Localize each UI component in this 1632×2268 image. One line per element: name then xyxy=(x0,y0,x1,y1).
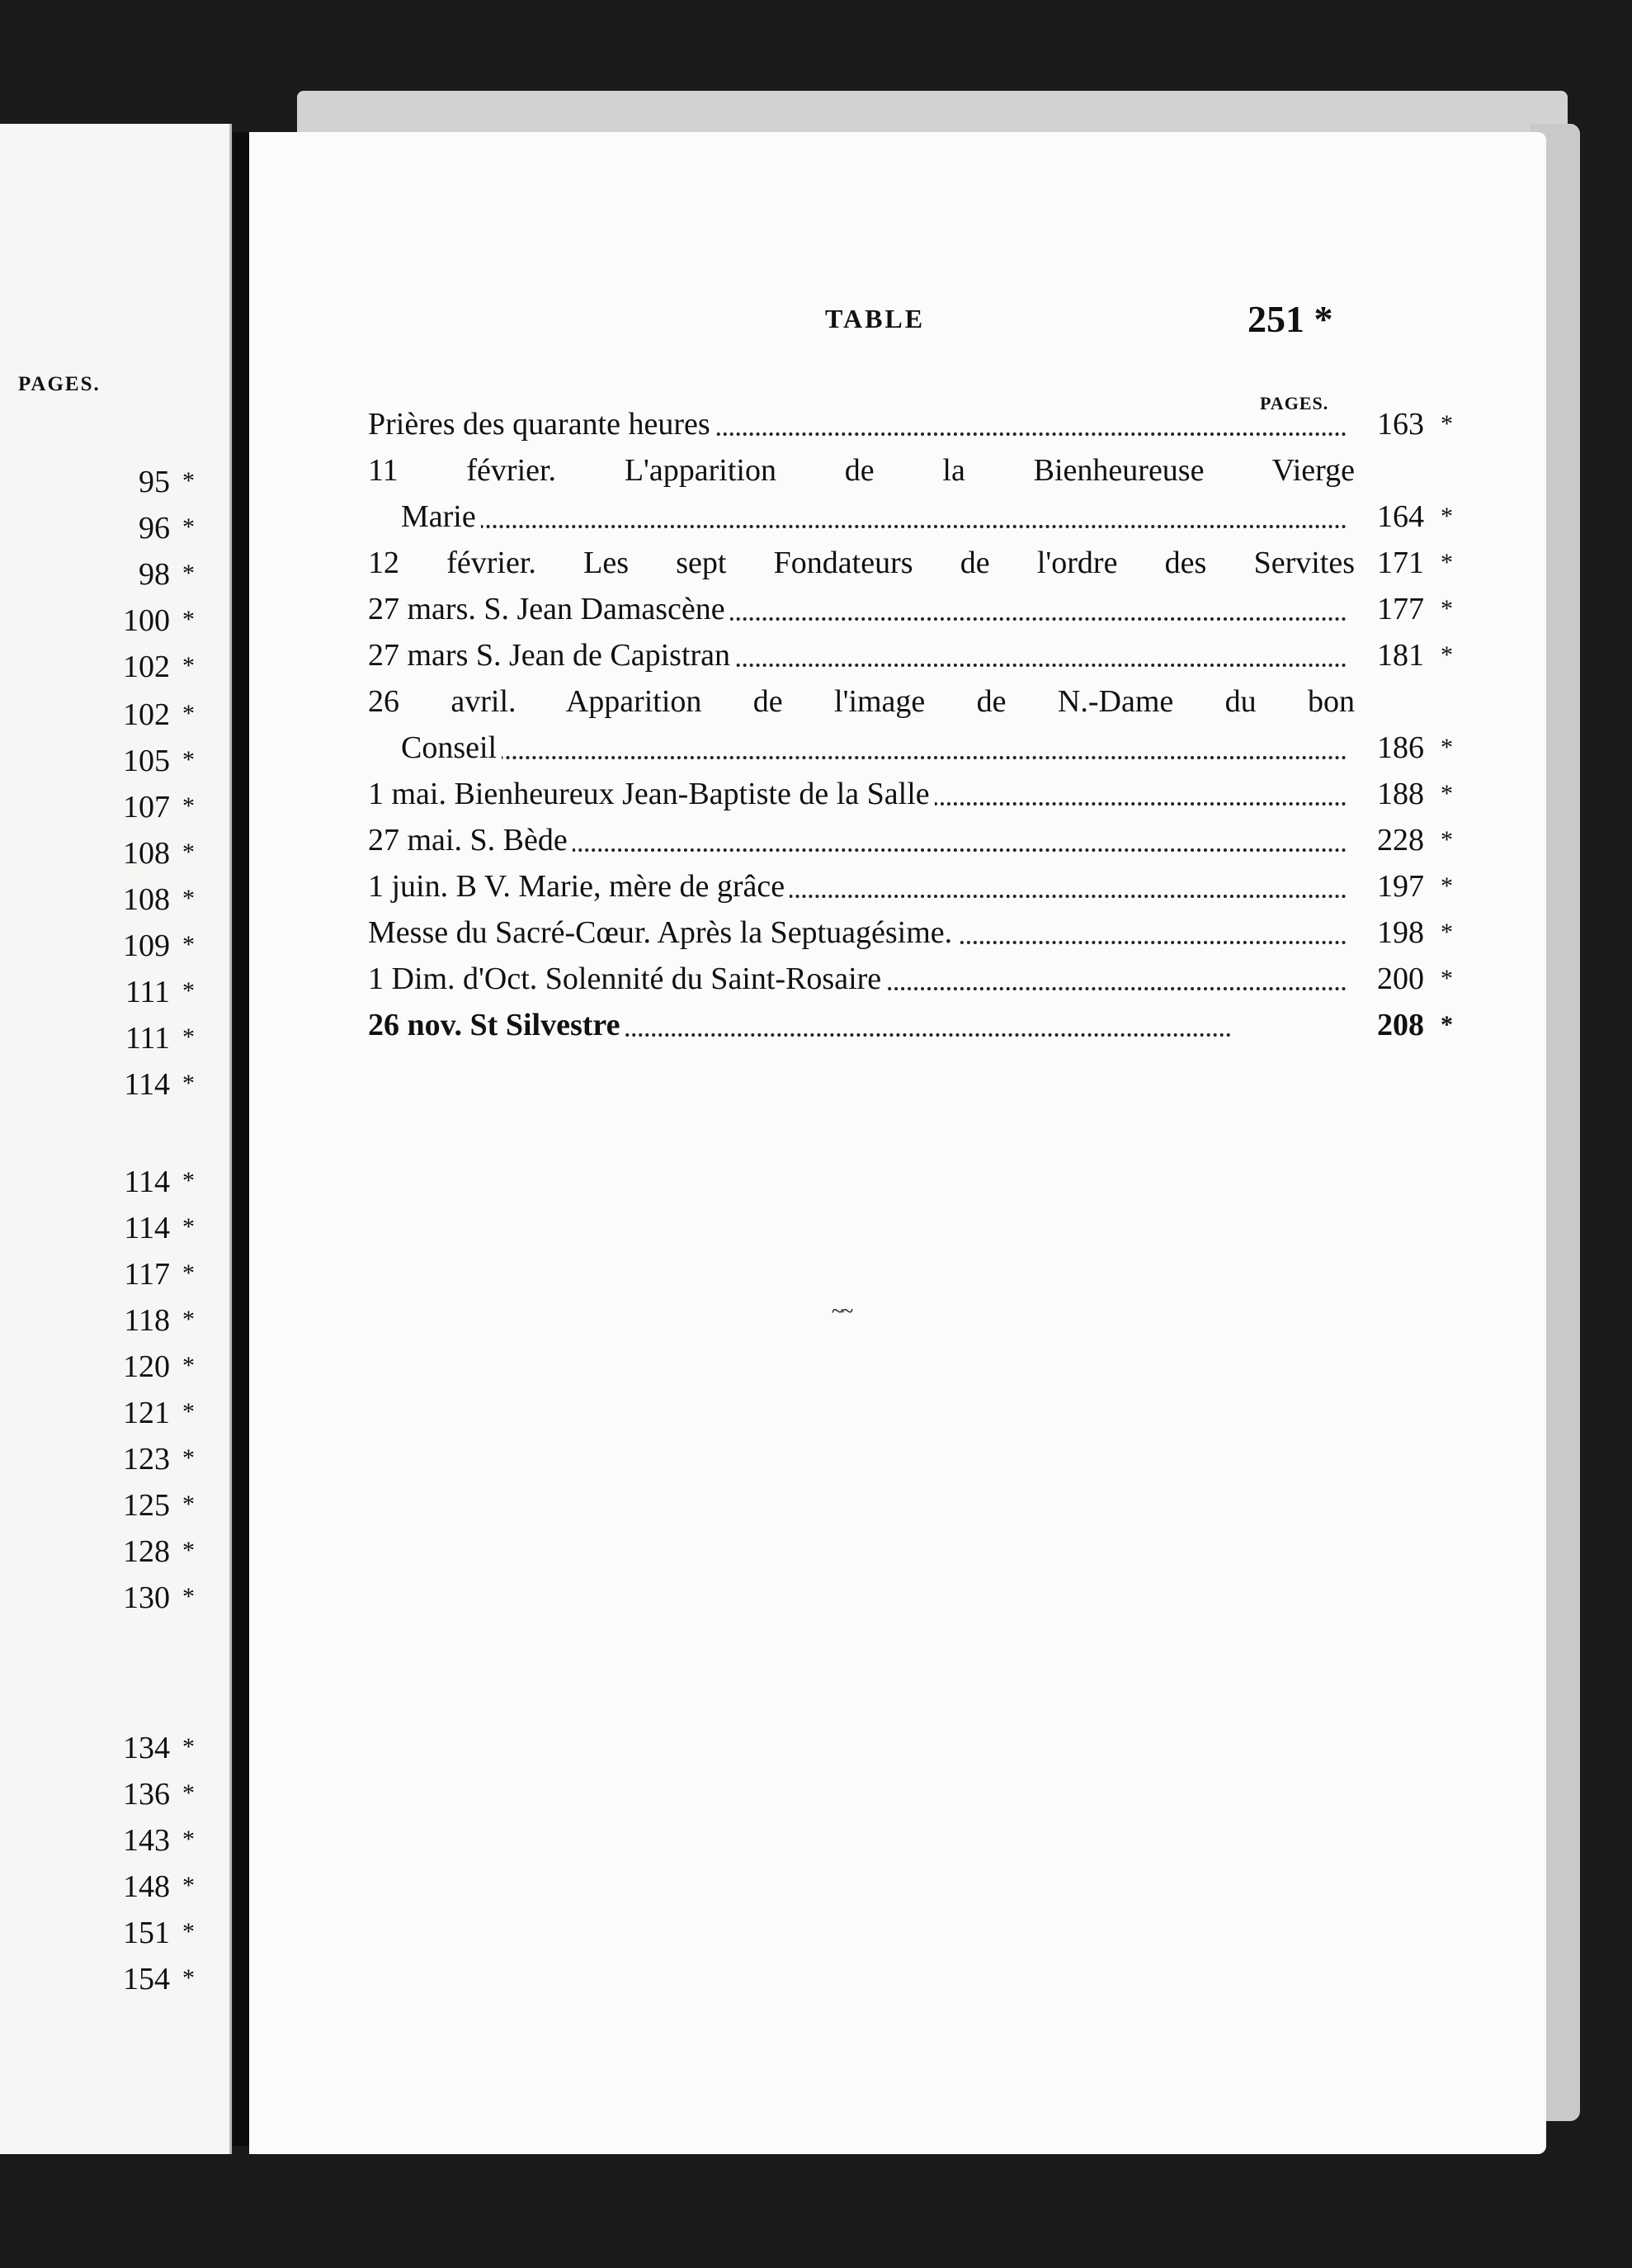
left-asterisk: * xyxy=(182,652,195,679)
toc-entry-title: 1 mai. Bienheureux Jean-Baptiste de la Salle xyxy=(368,777,935,811)
toc-entry-page: 197 xyxy=(1342,863,1424,910)
toc-entry-page: 163 xyxy=(1342,401,1424,447)
toc-entry-page: 208 xyxy=(1342,1002,1424,1048)
toc-entry xyxy=(368,447,1355,494)
toc-entry-title: 27 mars S. Jean de Capistran xyxy=(368,638,735,673)
toc-entry-page: 177 xyxy=(1342,586,1424,632)
left-asterisk: * xyxy=(182,1259,195,1287)
toc-entry-page: 228 xyxy=(1342,817,1424,863)
left-page-number: 107 xyxy=(123,790,170,825)
left-page-number: 125 xyxy=(123,1488,170,1523)
left-asterisk: * xyxy=(182,1213,195,1240)
toc-entry-asterisk: * xyxy=(1441,780,1453,807)
left-page-number: 102 xyxy=(123,697,170,732)
left-asterisk: * xyxy=(182,467,195,494)
left-page-number: 111 xyxy=(125,1021,170,1056)
left-asterisk: * xyxy=(182,931,195,958)
left-asterisk: * xyxy=(182,1918,195,1945)
left-asterisk: * xyxy=(182,1733,195,1760)
book-spine xyxy=(233,132,249,2146)
left-asterisk: * xyxy=(182,1444,195,1472)
left-asterisk: * xyxy=(182,1023,195,1051)
left-page-number: 118 xyxy=(124,1303,170,1338)
toc-entry-asterisk: * xyxy=(1441,826,1453,853)
left-asterisk: * xyxy=(182,700,195,727)
left-asterisk: * xyxy=(182,746,195,773)
left-page-number: 136 xyxy=(123,1777,170,1812)
toc-entry xyxy=(368,1002,1453,1048)
left-page-number: 102 xyxy=(123,650,170,684)
toc-entry-title: Marie xyxy=(368,499,481,534)
left-asterisk: * xyxy=(182,513,195,541)
toc-entry-page: 200 xyxy=(1342,956,1424,1002)
toc-entry xyxy=(368,632,1453,678)
left-pages-header: PAGES. xyxy=(18,373,101,395)
left-page-number: 128 xyxy=(123,1534,170,1569)
toc-entry-title: Prières des quarante heures xyxy=(368,407,715,442)
toc-entry xyxy=(368,678,1355,725)
dot-leader xyxy=(368,525,1347,528)
toc-entry-page: 198 xyxy=(1342,910,1424,956)
left-page-number: 120 xyxy=(123,1349,170,1384)
dot-leader xyxy=(368,756,1347,759)
left-asterisk: * xyxy=(182,885,195,912)
left-page-number: 114 xyxy=(124,1067,170,1102)
left-page-number: 121 xyxy=(123,1396,170,1430)
toc-entry-asterisk: * xyxy=(1441,595,1453,622)
left-asterisk: * xyxy=(182,1779,195,1807)
running-title: TABLE xyxy=(825,304,926,333)
table-of-contents xyxy=(368,401,1453,1048)
left-asterisk: * xyxy=(182,1583,195,1610)
toc-entry xyxy=(368,956,1453,1002)
toc-entry-page: 164 xyxy=(1342,494,1424,540)
toc-entry-title: Messe du Sacré-Cœur. Après la Septuagésime. xyxy=(368,915,957,950)
toc-entry-continuation xyxy=(368,494,1453,540)
left-page-number: 123 xyxy=(123,1442,170,1477)
left-page-number: 151 xyxy=(123,1916,170,1950)
left-page-number: 143 xyxy=(123,1823,170,1858)
left-page-number: 111 xyxy=(125,975,170,1009)
left-page xyxy=(0,124,232,2154)
toc-entry-title: 26 nov. St Silvestre xyxy=(368,1008,625,1042)
toc-entry xyxy=(368,910,1453,956)
toc-entry-title: 1 juin. B V. Marie, mère de grâce xyxy=(368,869,790,904)
left-page-number: 134 xyxy=(123,1731,170,1765)
toc-entry xyxy=(368,540,1453,586)
toc-entry-continuation xyxy=(368,725,1453,771)
left-page-number: 109 xyxy=(123,928,170,963)
left-asterisk: * xyxy=(182,1070,195,1097)
toc-entry xyxy=(368,401,1453,447)
left-asterisk: * xyxy=(182,1491,195,1518)
page-folio: 251 * xyxy=(1248,298,1333,340)
toc-entry-page: 188 xyxy=(1342,771,1424,817)
pages-column-header: PAGES. xyxy=(1260,393,1329,413)
left-asterisk: * xyxy=(182,606,195,633)
left-page-number: 154 xyxy=(123,1962,170,1996)
left-page-number: 105 xyxy=(123,744,170,778)
left-page-number: 95 xyxy=(139,465,170,499)
left-asterisk: * xyxy=(182,560,195,587)
left-page-number: 100 xyxy=(123,603,170,638)
left-asterisk: * xyxy=(182,1964,195,1992)
left-page-number: 96 xyxy=(139,511,170,546)
left-asterisk: * xyxy=(182,1167,195,1194)
end-ornament: ~~ xyxy=(832,1299,852,1323)
toc-entry xyxy=(368,863,1453,910)
toc-entry-asterisk: * xyxy=(1441,919,1453,946)
left-page-number: 114 xyxy=(124,1165,170,1199)
toc-entry-asterisk: * xyxy=(1441,410,1453,437)
left-asterisk: * xyxy=(182,1398,195,1425)
toc-entry-asterisk: * xyxy=(1441,734,1453,761)
toc-entry xyxy=(368,586,1453,632)
toc-entry xyxy=(368,771,1453,817)
left-page-number: 117 xyxy=(124,1257,170,1292)
toc-entry-asterisk: * xyxy=(1441,503,1453,530)
toc-entry-title: 26 avril. Apparition de l'image de N.-Dame du bon xyxy=(368,678,1355,725)
toc-entry-title: 12 février. Les sept Fondateurs de l'ordre des Servites xyxy=(368,540,1355,586)
left-page-number: 108 xyxy=(123,882,170,917)
left-asterisk: * xyxy=(182,1872,195,1899)
toc-entry-asterisk: * xyxy=(1441,965,1453,992)
toc-entry-asterisk: * xyxy=(1441,549,1453,576)
left-asterisk: * xyxy=(182,839,195,866)
toc-entry-title: 11 février. L'apparition de la Bienheureuse Vierge xyxy=(368,447,1355,494)
left-asterisk: * xyxy=(182,1826,195,1853)
toc-entry-title: 27 mars. S. Jean Damascène xyxy=(368,592,730,626)
left-asterisk: * xyxy=(182,792,195,820)
toc-entry-asterisk: * xyxy=(1441,1011,1453,1038)
toc-entry-asterisk: * xyxy=(1441,872,1453,900)
toc-entry-page: 171 xyxy=(1342,540,1424,586)
toc-entry-asterisk: * xyxy=(1441,641,1453,669)
left-page-number: 108 xyxy=(123,836,170,871)
left-asterisk: * xyxy=(182,1537,195,1564)
left-asterisk: * xyxy=(182,1306,195,1333)
toc-entry xyxy=(368,817,1453,863)
left-page-number: 130 xyxy=(123,1581,170,1615)
toc-entry-page: 186 xyxy=(1342,725,1424,771)
toc-entry-title: Conseil xyxy=(368,730,502,765)
left-asterisk: * xyxy=(182,977,195,1004)
left-page-number: 114 xyxy=(124,1211,170,1245)
left-page-number: 148 xyxy=(123,1869,170,1904)
toc-entry-title: 27 mai. S. Bède xyxy=(368,823,573,858)
left-asterisk: * xyxy=(182,1352,195,1379)
toc-entry-page: 181 xyxy=(1342,632,1424,678)
toc-entry-title: 1 Dim. d'Oct. Solennité du Saint-Rosaire xyxy=(368,962,886,996)
left-page-number: 98 xyxy=(139,557,170,592)
